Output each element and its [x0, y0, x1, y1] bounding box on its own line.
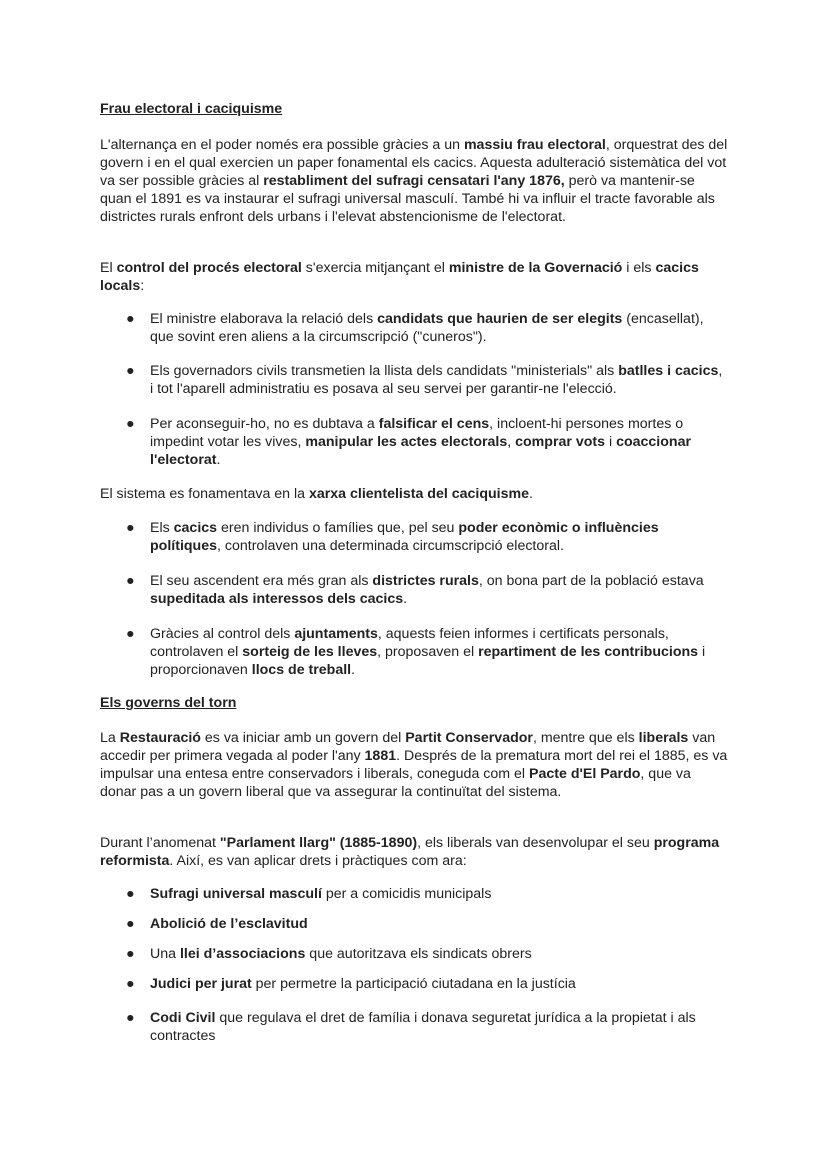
text-run: , incloent-hi persones mortes o impedint votar les vives,	[150, 416, 684, 450]
bullet-icon: ●	[126, 916, 135, 932]
text-run: .	[529, 486, 533, 502]
text-run: per permetre la participació ciutadana en la justícia	[251, 976, 576, 992]
bold-text-run: Pacte d'El Pardo	[529, 766, 641, 782]
bold-text-run: liberals	[638, 730, 689, 746]
text-run: , i tot l'aparell administratiu es posava al seu servei per garantir-ne l'elecció.	[150, 363, 723, 397]
bold-text-run: supeditada als interessos dels cacics	[150, 591, 404, 607]
text-run: i els	[622, 260, 656, 276]
list-item-text	[150, 519, 728, 555]
text-run: però va mantenir-se quan el 1891 es va instaurar el sufragi universal masculí. També hi va influir el tracte favorable als districtes rurals enfront dels urbans i l'elevat abstencionisme de l'electorat.	[100, 173, 715, 225]
text-run: .	[351, 662, 356, 678]
text-run: Durant l’anomenat	[100, 835, 220, 851]
text-run: Els governadors civils transmetien la llista dels candidats "ministerials" als	[150, 363, 619, 379]
text-run: . Així, es van aplicar drets i pràctiques com ara:	[169, 853, 467, 869]
text-run: . Després de la prematura mort del rei el 1885, es va impulsar una entesa entre conservadors i liberals, coneguda com el	[100, 748, 728, 782]
text-run: es va iniciar amb un govern del	[200, 730, 406, 746]
bold-text-run: cacics	[173, 520, 218, 536]
text-run: .	[403, 591, 408, 607]
bold-text-run: poder econòmic o influències polítiques	[150, 520, 659, 554]
list-item-text	[150, 310, 728, 346]
bold-text-run: falsificar el cens	[378, 416, 490, 432]
bold-text-run: "Parlament llarg" (1885-1890)	[219, 835, 418, 851]
bold-text-run: Sufragi universal masculí	[150, 886, 322, 902]
text-run: Gràcies al control dels	[150, 626, 295, 642]
bullet-icon: ●	[126, 363, 135, 379]
text-run: per a comicidis municipals	[321, 886, 492, 902]
bold-text-run: coaccionar l'electorat	[150, 434, 691, 468]
text-run: , on bona part de la població estava	[478, 573, 704, 589]
bold-text-run: programa reformista	[100, 835, 720, 869]
bold-text-run: 1881	[364, 748, 397, 764]
paragraph-parlament-llarg	[100, 834, 728, 870]
paragraph-control-proces	[100, 259, 728, 295]
section-heading-governs-torn: Els governs del torn	[100, 695, 237, 711]
text-run: van accedir per primera vegada al poder l'any	[100, 730, 716, 764]
list-item-text	[150, 915, 728, 933]
text-run: i proporcionaven	[150, 644, 706, 678]
bullet-icon: ●	[126, 1010, 135, 1026]
bold-text-run: districtes rurals	[372, 573, 479, 589]
bullet-icon: ●	[126, 886, 135, 902]
bold-text-run: xarxa clientelista del caciquisme	[308, 486, 530, 502]
list-item-text	[150, 362, 728, 398]
bold-text-run: control del procés electoral	[116, 260, 302, 276]
bold-text-run: Judici per jurat	[150, 976, 252, 992]
text-run: , mentre que els	[532, 730, 639, 746]
bold-text-run: batlles i cacics	[618, 363, 719, 379]
text-run: L'alternança en el poder només era possible gràcies a un	[100, 137, 464, 153]
text-run: , que va donar pas a un govern liberal que va assegurar la continuïtat del sistema.	[100, 766, 691, 800]
text-run: que autoritzava els sindicats obrers	[305, 946, 532, 962]
text-run: eren individus o famílies que, pel seu	[217, 520, 459, 536]
bold-text-run: manipular les actes electorals	[305, 434, 508, 450]
text-run: El	[100, 260, 117, 276]
bold-text-run: Restauració	[119, 730, 201, 746]
bullet-icon: ●	[126, 573, 135, 589]
bullet-icon: ●	[126, 416, 135, 432]
bold-text-run: ajuntaments	[294, 626, 378, 642]
bold-text-run: Codi Civil	[150, 1010, 216, 1026]
text-run: :	[140, 278, 145, 294]
paragraph-xarxa-clientelista	[100, 485, 728, 503]
bold-text-run: Abolició de l’esclavitud	[150, 916, 308, 932]
bullet-icon: ●	[126, 311, 135, 327]
text-run: , controlaven una determinada circumscripció electoral.	[217, 538, 564, 554]
text-run: Per aconseguir-ho, no es dubtava a	[150, 416, 379, 432]
list-item-text	[150, 1009, 728, 1045]
text-run: Els	[150, 520, 174, 536]
paragraph-restauracio	[100, 729, 728, 801]
bold-text-run: repartiment de les contribucions	[478, 644, 699, 660]
bullet-icon: ●	[126, 520, 135, 536]
bullet-icon: ●	[126, 976, 135, 992]
text-run: ,	[507, 434, 516, 450]
list-item-text	[150, 885, 728, 903]
bold-text-run: comprar vots	[515, 434, 606, 450]
text-run: , aquests feien informes i certificats personals, controlaven el	[150, 626, 669, 660]
bold-text-run: ministre de la Governació	[448, 260, 623, 276]
bold-text-run: candidats que haurien de ser elegits	[377, 311, 623, 327]
text-run: La	[100, 730, 120, 746]
list-item-text	[150, 415, 728, 469]
list-item-text	[150, 572, 728, 608]
text-run: (encasellat), que sovint eren aliens a la circumscripció ("cuneros").	[150, 311, 704, 345]
list-item-text	[150, 975, 728, 993]
text-run: , proposaven el	[377, 644, 479, 660]
text-run: Una	[150, 946, 180, 962]
list-item-text	[150, 625, 728, 679]
text-run: El sistema es fonamentava en la	[100, 486, 309, 502]
list-item-text	[150, 945, 728, 963]
text-run: El ministre elaborava la relació dels	[150, 311, 378, 327]
text-run: , orquestrat des del govern i en el qual exercien un paper fonamental els cacics. Aquesta adulteració sistemàtica del vot va ser possible gràcies al	[100, 137, 728, 189]
bold-text-run: Partit Conservador	[405, 730, 533, 746]
text-run: .	[216, 452, 221, 468]
text-run: i	[605, 434, 617, 450]
section-heading-frau-electoral: Frau electoral i caciquisme	[100, 101, 283, 117]
text-run: , els liberals van desenvolupar el seu	[417, 835, 654, 851]
text-run: El seu ascendent era més gran als	[150, 573, 373, 589]
paragraph-frau-intro	[100, 136, 728, 226]
bold-text-run: sorteig de les lleves	[242, 644, 378, 660]
text-run: que regulava el dret de família i donava seguretat jurídica a la propietat i als contractes	[150, 1010, 696, 1044]
bold-text-run: massiu frau electoral	[463, 137, 606, 153]
bold-text-run: restabliment del sufragi censatari l'any 1876,	[263, 173, 565, 189]
bold-text-run: cacics locals	[100, 260, 699, 294]
text-run: s'exercia mitjançant el	[301, 260, 449, 276]
bullet-icon: ●	[126, 946, 135, 962]
bold-text-run: llocs de treball	[251, 662, 352, 678]
bullet-icon: ●	[126, 626, 135, 642]
bold-text-run: llei d’associacions	[179, 946, 306, 962]
